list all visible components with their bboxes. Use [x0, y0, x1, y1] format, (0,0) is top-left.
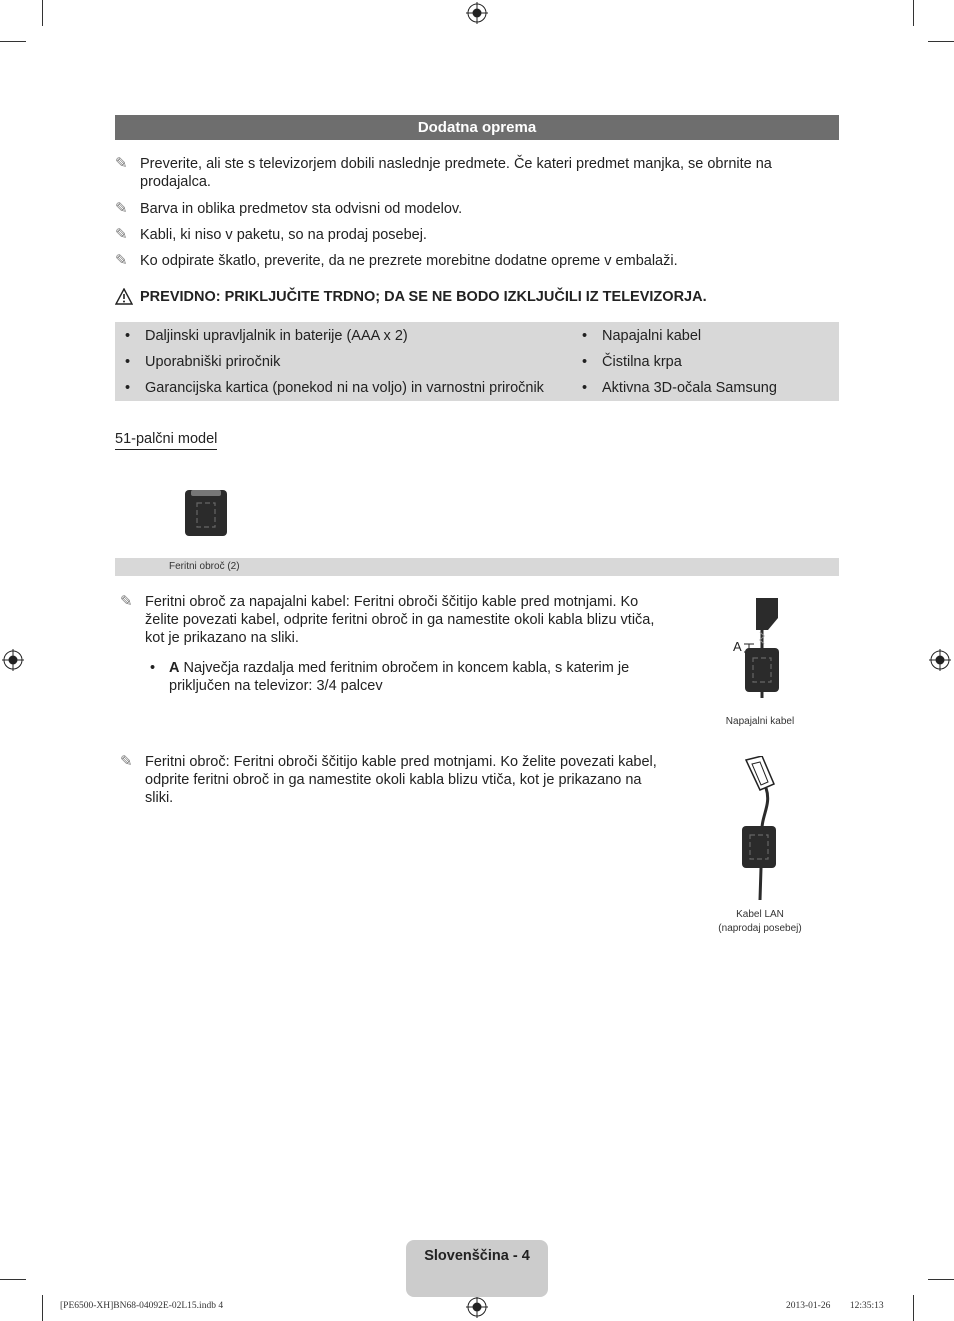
note-item: [120, 753, 660, 807]
pencil-note-icon: ✎: [120, 593, 133, 610]
accessory-label: Napajalni kabel: [602, 328, 702, 344]
distance-item: • A Največja razdalja med feritnim obročem in koncem kabla, s katerim je priključen na televizor: 3/4 palcev: [150, 660, 630, 694]
crop-mark: [0, 1279, 26, 1280]
distance-text: Največja razdalja med feritnim obročem in koncem kabla, s katerim je priključen na televizor: 3/4 palcev: [169, 660, 630, 694]
pencil-note-icon: ✎: [115, 252, 128, 269]
registration-mark-icon: [466, 1296, 488, 1318]
lan-caption-line: (naprodaj posebej): [718, 923, 802, 934]
note-text: Preverite, ali ste s televizorjem dobili naslednje predmete. Če kateri predmet manjka, se obrnite na prodajalca.: [140, 156, 772, 190]
note-item: [115, 226, 825, 244]
registration-mark-icon: [2, 649, 24, 671]
crop-mark: [928, 41, 954, 42]
caution-note: [115, 288, 835, 306]
accessory-item: • Napajalni kabel: [582, 328, 702, 344]
accessory-label: Garancijska kartica (ponekod ni na voljo) in varnostni priročnik: [145, 380, 544, 396]
page-label: Slovenščina - 4: [424, 1248, 530, 1264]
note-item: [115, 200, 825, 218]
note-text: Feritni obroč za napajalni kabel: Feritni obroči ščitijo kable pred motnjami. Ko želite povezati kabel, odprite feritni obroč in ga namestite okoli kabla blizu vtiča, kot je prikazano na sliki.: [145, 594, 655, 646]
lan-caption-line: Kabel LAN: [736, 909, 784, 920]
accessory-label: Uporabniški priročnik: [145, 354, 281, 370]
ferrite-core-image: [183, 488, 229, 538]
pencil-note-icon: ✎: [115, 200, 128, 217]
accessory-label: Čistilna krpa: [602, 354, 682, 370]
accessory-item: • Garancijska kartica (ponekod ni na voljo) in varnostni priročnik: [125, 380, 544, 396]
crop-mark: [42, 0, 43, 26]
note-item: [120, 593, 675, 647]
accessory-item: • Čistilna krpa: [582, 354, 682, 370]
pencil-note-icon: ✎: [115, 226, 128, 243]
page-number-tab: [406, 1240, 548, 1297]
note-text: Barva in oblika predmetov sta odvisni od modelov.: [140, 201, 463, 217]
model-title: 51-palčni model: [115, 431, 217, 450]
accessory-item: • Uporabniški priročnik: [125, 354, 281, 370]
crop-mark: [928, 1279, 954, 1280]
crop-mark: [42, 1295, 43, 1321]
ferrite-caption: Feritni obroč (2): [169, 561, 240, 572]
footer-timestamp: 2013-01-26 ￿￿ 12:35:13: [786, 1301, 884, 1311]
accessory-label: Daljinski upravljalnik in baterije (AAA x 2): [145, 328, 408, 344]
accessories-table: [115, 322, 839, 401]
registration-mark-icon: [929, 649, 951, 671]
note-item: [115, 155, 825, 191]
note-text: Ko odpirate škatlo, preverite, da ne prezrete morebitne dodatne opreme v embalaži.: [140, 253, 678, 269]
caution-text: PREVIDNO: PRIKLJUČITE TRDNO; DA SE NE BODO IZKLJUČILI IZ TELEVIZORJA.: [140, 289, 707, 305]
note-item: [115, 252, 825, 270]
warning-triangle-icon: [115, 288, 133, 305]
lan-cable-image: [730, 756, 790, 900]
power-cable-caption: Napajalni kabel: [725, 716, 795, 727]
distance-label: A: [169, 660, 180, 676]
pencil-note-icon: ✎: [120, 753, 133, 770]
note-text: Feritni obroč: Feritni obroči ščitijo kable pred motnjami. Ko želite povezati kabel, odprite feritni obroč in ga namestite okoli kabla blizu vtiča, kot je prikazano na sliki.: [145, 754, 657, 806]
section-title: Dodatna oprema: [115, 115, 839, 140]
footer-file-info: [PE6500-XH]BN68-04092E-02L15.indb 4: [60, 1301, 224, 1311]
lan-caption: [700, 908, 820, 936]
pencil-note-icon: ✎: [115, 155, 128, 172]
registration-mark-icon: [466, 2, 488, 24]
note-text: Kabli, ki niso v paketu, so na prodaj posebej.: [140, 227, 427, 243]
crop-mark: [913, 0, 914, 26]
accessory-item: • Aktivna 3D-očala Samsung: [582, 380, 777, 396]
crop-mark: [913, 1295, 914, 1321]
figure-label-a: A: [733, 639, 742, 654]
accessory-item: • Daljinski upravljalnik in baterije (AAA x 2): [125, 328, 408, 344]
crop-mark: [0, 41, 26, 42]
accessory-label: Aktivna 3D-očala Samsung: [602, 380, 777, 396]
